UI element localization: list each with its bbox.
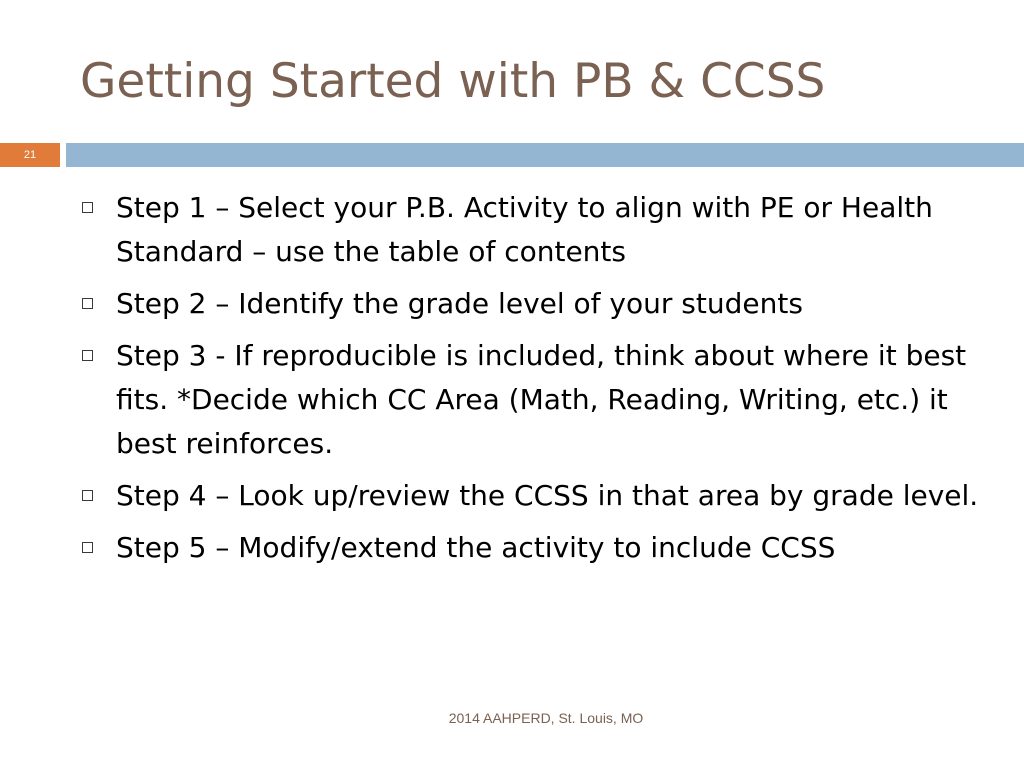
step-item-2 (82, 282, 982, 326)
step-text: Step 2 – Identify the grade level of your students (116, 287, 803, 320)
title-rule-bar (66, 143, 1024, 167)
square-bullet-icon (82, 542, 93, 553)
slide-number: 21 (0, 143, 60, 167)
step-item-1 (82, 186, 982, 274)
step-item-4 (82, 474, 982, 518)
step-item-3 (82, 334, 982, 466)
step-text: Step 3 - If reproducible is included, think about where it best fits. *Decide which CC Area (Math, Reading, Writing, etc.) it best reinforces. (116, 339, 967, 460)
step-item-5 (82, 526, 982, 570)
step-list (82, 186, 982, 578)
slide-title: Getting Started with PB & CCSS (80, 54, 826, 109)
step-text: Step 5 – Modify/extend the activity to include CCSS (116, 531, 836, 564)
slide-footer: 2014 AAHPERD, St. Louis, MO (448, 710, 644, 726)
square-bullet-icon (82, 490, 93, 501)
square-bullet-icon (82, 350, 93, 361)
step-text: Step 1 – Select your P.B. Activity to align with PE or Health Standard – use the table of contents (116, 191, 933, 268)
step-text: Step 4 – Look up/review the CCSS in that area by grade level. (116, 479, 979, 512)
square-bullet-icon (82, 202, 93, 213)
square-bullet-icon (82, 298, 93, 309)
